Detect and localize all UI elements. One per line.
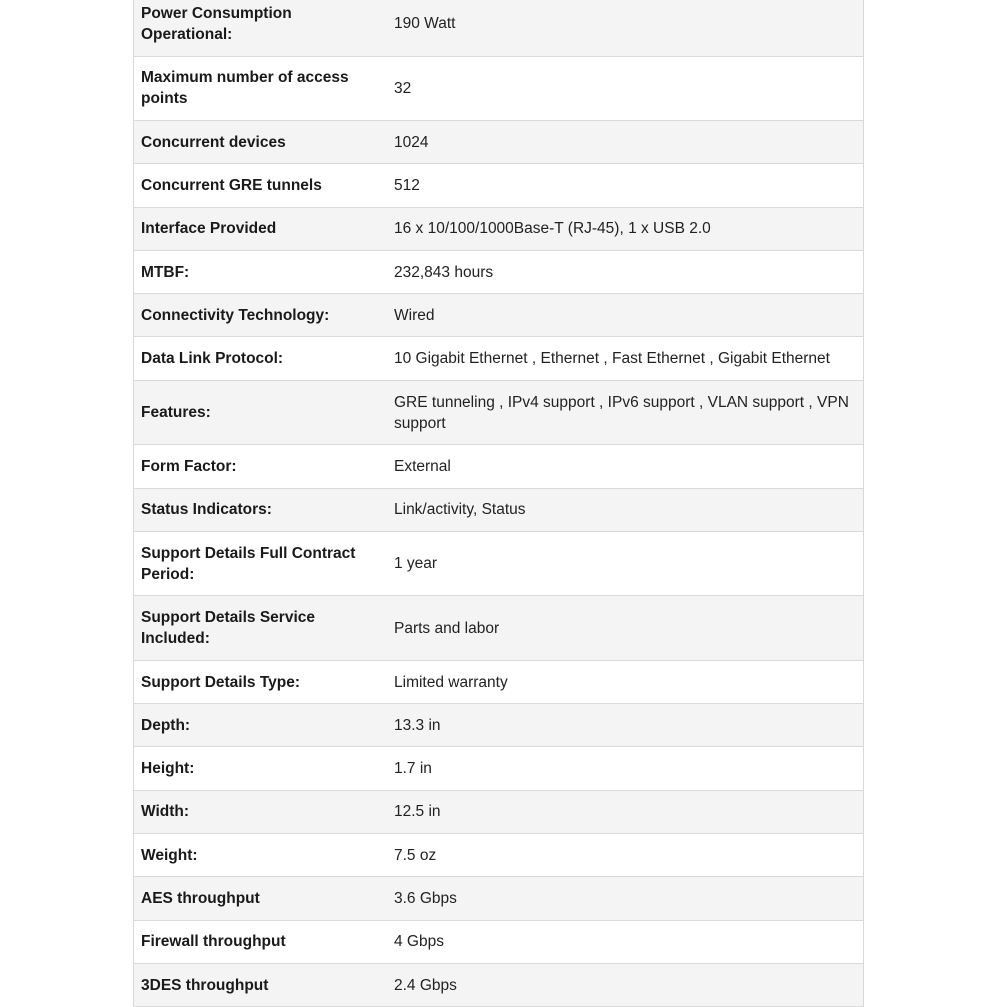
spec-value: Link/activity, Status — [394, 501, 526, 519]
spec-value: 1.7 in — [394, 760, 432, 778]
spec-label: Features: — [141, 404, 211, 422]
table-row — [134, 0, 863, 57]
spec-value: Limited warranty — [394, 673, 508, 691]
table-row — [134, 791, 863, 834]
spec-value: 13.3 in — [394, 716, 441, 734]
table-row — [134, 164, 863, 207]
table-row — [134, 208, 863, 251]
table-row — [134, 337, 863, 380]
spec-label: Interface Provided — [141, 220, 277, 238]
table-row — [134, 964, 863, 1007]
table-row — [134, 489, 863, 532]
spec-value: Wired — [394, 306, 435, 324]
spec-value: 7.5 oz — [394, 846, 437, 864]
spec-label: Support Details Type: — [141, 673, 301, 691]
spec-value: 232,843 hours — [394, 263, 494, 281]
spec-value: 512 — [394, 176, 420, 194]
table-row — [134, 661, 863, 704]
spec-value: 1 year — [394, 555, 438, 573]
spec-label: Power Consumption Operational: — [141, 4, 292, 43]
spec-label: Status Indicators: — [141, 501, 272, 519]
spec-label: 3DES throughput — [141, 976, 269, 994]
spec-value: 16 x 10/100/1000Base-T (RJ-45), 1 x USB 2.0 — [394, 220, 711, 238]
spec-label: Height: — [141, 760, 195, 778]
spec-label: Concurrent devices — [141, 133, 286, 151]
table-row — [134, 596, 863, 661]
spec-label: Support Details Service Included: — [141, 609, 316, 648]
table-row — [134, 877, 863, 920]
spec-label: Concurrent GRE tunnels — [141, 176, 322, 194]
spec-label: Weight: — [141, 846, 198, 864]
table-row — [134, 121, 863, 164]
table-row — [134, 532, 863, 597]
spec-label: MTBF: — [141, 263, 190, 281]
spec-value: External — [394, 457, 451, 475]
table-row — [134, 294, 863, 337]
spec-table — [133, 0, 864, 1007]
spec-label: Support Details Full Contract Period: — [141, 544, 356, 583]
table-row — [134, 251, 863, 294]
spec-value: 3.6 Gbps — [394, 890, 457, 907]
spec-label: Maximum number of access points — [141, 69, 349, 108]
table-row — [134, 834, 863, 877]
table-row — [134, 747, 863, 790]
spec-label: Data Link Protocol: — [141, 350, 284, 368]
spec-value: GRE tunneling , IPv4 support , IPv6 support , VLAN support , VPN support — [394, 393, 849, 432]
spec-label: Depth: — [141, 716, 191, 734]
spec-label: Connectivity Technology: — [141, 306, 330, 324]
spec-label: Form Factor: — [141, 457, 237, 475]
spec-label: Width: — [141, 803, 190, 821]
spec-value: 4 Gbps — [394, 933, 444, 951]
table-row — [134, 57, 863, 122]
table-row — [134, 445, 863, 488]
table-row — [134, 381, 863, 446]
spec-value: 190 Watt — [394, 15, 456, 33]
table-row — [134, 921, 863, 964]
spec-value: 12.5 in — [394, 803, 441, 821]
spec-label: Firewall throughput — [141, 933, 286, 951]
spec-value: 2.4 Gbps — [394, 976, 457, 994]
spec-value: 1024 — [394, 133, 429, 151]
spec-value: Parts and labor — [394, 619, 500, 637]
table-row — [134, 704, 863, 747]
spec-value: 32 — [394, 79, 412, 97]
spec-value: 10 Gigabit Ethernet , Ethernet , Fast Ethernet , Gigabit Ethernet — [394, 350, 830, 368]
spec-label: AES throughput — [141, 890, 260, 907]
